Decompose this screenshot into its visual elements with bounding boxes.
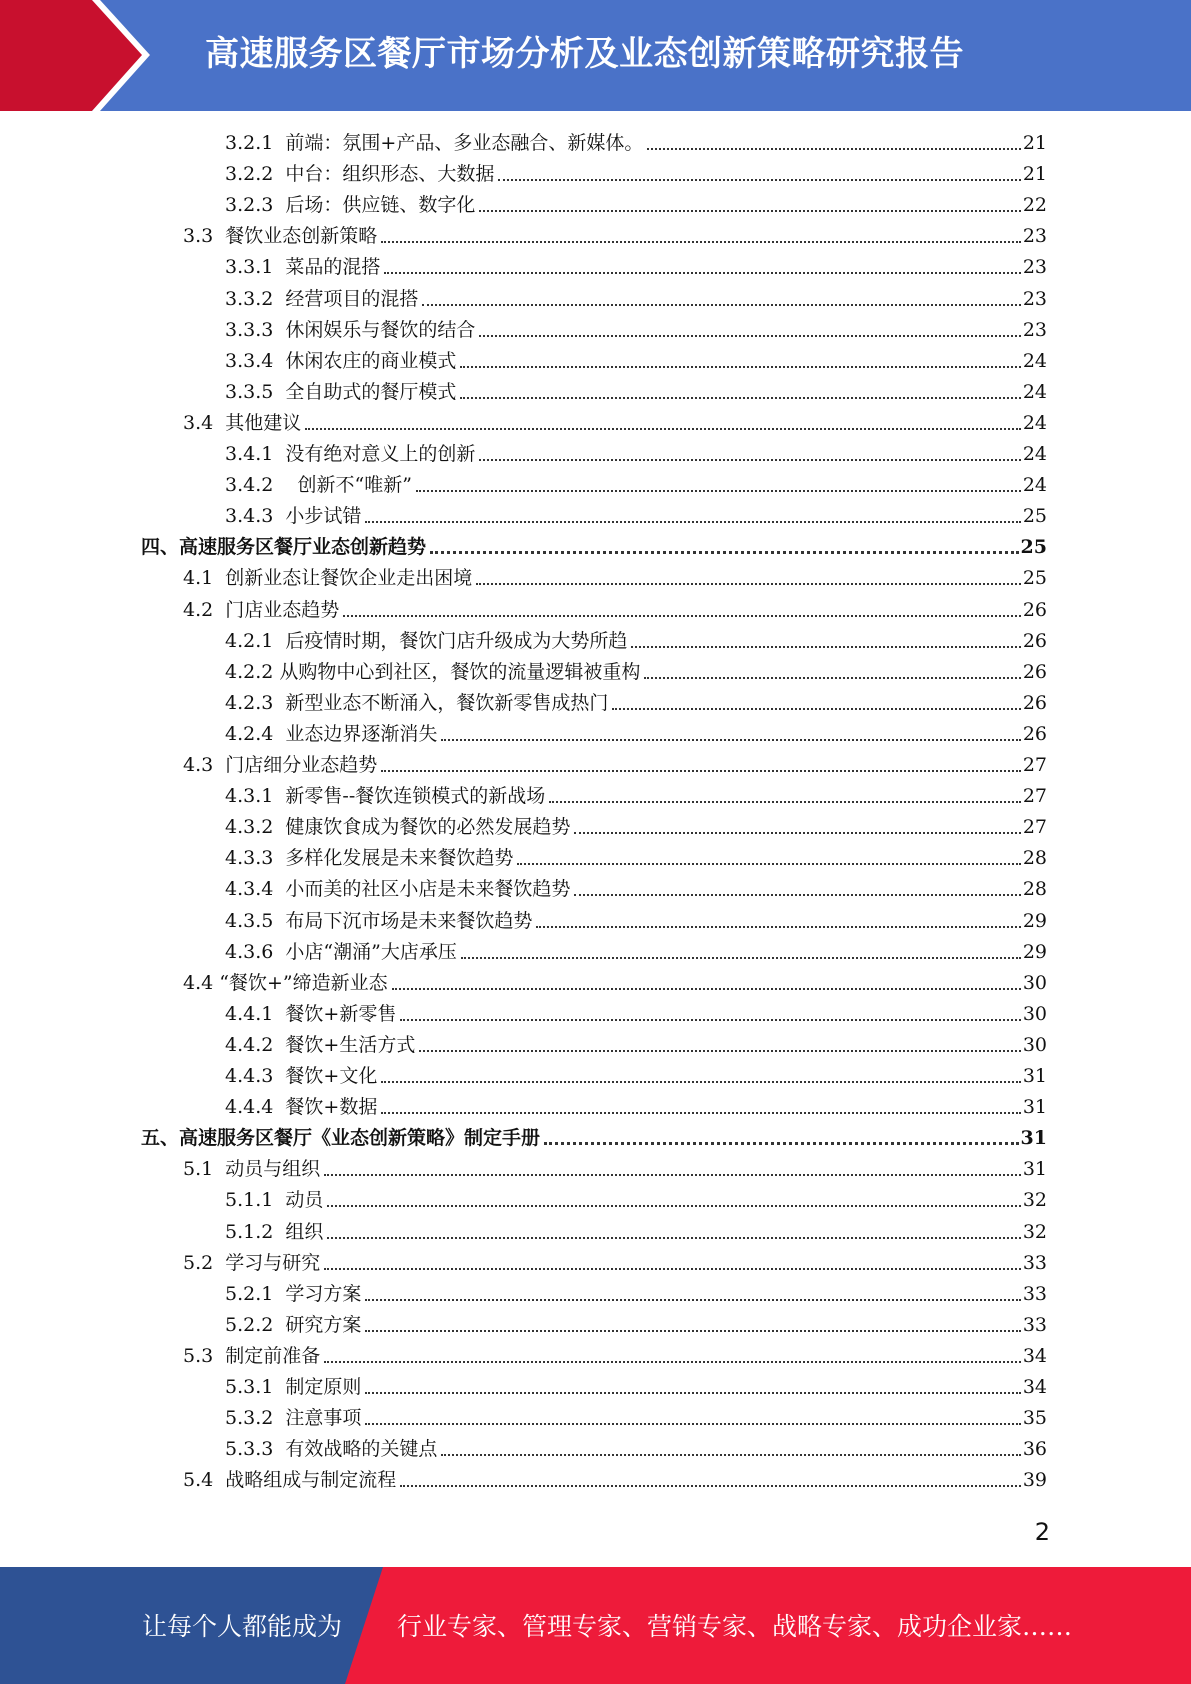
toc-entry-page: 24	[1022, 411, 1047, 434]
toc-entry[interactable]	[225, 346, 1047, 376]
toc-entry-page: 31	[1022, 1065, 1047, 1087]
toc-entry[interactable]	[225, 843, 1047, 873]
toc-entry[interactable]	[225, 1434, 1047, 1464]
toc-entry-label: 3.3.2 经营项目的混搭	[225, 287, 419, 310]
toc-entry-page: 36	[1022, 1438, 1047, 1461]
toc-dot-leader	[416, 489, 1021, 492]
toc-entry[interactable]	[183, 408, 1047, 438]
toc-entry-label: 5.3.2 注意事项	[225, 1407, 362, 1430]
toc-entry[interactable]	[225, 626, 1047, 656]
toc-entry-label: 4.3.4 小而美的社区小店是未来餐饮趋势	[225, 878, 571, 901]
toc-dot-leader	[479, 209, 1020, 212]
toc-entry-page: 23	[1022, 287, 1047, 310]
toc-entry-page: 21	[1022, 132, 1047, 154]
toc-entry[interactable]	[225, 470, 1047, 500]
toc-dot-leader	[305, 427, 1021, 430]
toc-entry-label: 4.2 门店业态趋势	[183, 598, 340, 621]
toc-entry-label: 5.3 制定前准备	[183, 1344, 321, 1367]
toc-entry-label: 5.3.1 制定原则	[225, 1376, 362, 1398]
toc-entry[interactable]	[225, 1403, 1047, 1433]
toc-dot-leader	[324, 1173, 1021, 1176]
toc-dot-leader	[400, 1018, 1020, 1021]
toc-entry[interactable]	[225, 1217, 1047, 1247]
toc-entry-page: 33	[1022, 1251, 1047, 1274]
toc-dot-leader	[365, 520, 1020, 523]
toc-dot-leader	[479, 334, 1020, 337]
toc-dot-leader	[544, 1141, 1019, 1145]
toc-entry-page: 24	[1022, 474, 1047, 497]
toc-entry[interactable]	[225, 190, 1047, 220]
toc-dot-leader	[422, 303, 1020, 306]
toc-entry-page: 26	[1022, 660, 1047, 683]
toc-dot-leader	[324, 1267, 1021, 1270]
toc-entry[interactable]	[141, 532, 1047, 562]
toc-entry[interactable]	[225, 1310, 1047, 1340]
toc-entry-label: 4.2.1 后疫情时期，餐饮门店升级成为大势所趋	[225, 629, 628, 652]
toc-dot-leader	[461, 956, 1021, 959]
toc-dot-leader	[324, 1360, 1021, 1363]
toc-entry-label: 4.4.2 餐饮+生活方式	[225, 1033, 416, 1056]
toc-dot-leader	[365, 1422, 1020, 1425]
toc-entry-label: 3.4.1 没有绝对意义上的创新	[225, 443, 476, 465]
toc-entry-page: 28	[1022, 878, 1047, 901]
toc-entry[interactable]	[225, 315, 1047, 345]
toc-entry[interactable]	[225, 1092, 1047, 1122]
toc-dot-leader	[365, 1329, 1020, 1332]
toc-entry[interactable]	[183, 968, 1047, 998]
toc-entry-page: 25	[1020, 536, 1047, 559]
toc-entry-page: 28	[1022, 847, 1047, 870]
page-header	[0, 0, 1191, 111]
toc-entry[interactable]	[225, 657, 1047, 687]
toc-entry[interactable]	[183, 750, 1047, 780]
toc-dot-leader	[381, 769, 1021, 772]
toc-entry-label: 4.2.4 业态边界逐渐消失	[225, 722, 438, 745]
toc-entry-label: 五、高速服务区餐厅《业态创新策略》制定手册	[141, 1127, 541, 1150]
toc-entry[interactable]	[225, 999, 1047, 1029]
toc-entry[interactable]	[225, 128, 1047, 158]
toc-entry[interactable]	[183, 1248, 1047, 1278]
toc-dot-leader	[400, 1484, 1021, 1487]
toc-dot-leader	[536, 925, 1020, 928]
toc-dot-leader	[441, 1453, 1020, 1456]
toc-entry-page: 31	[1022, 1158, 1047, 1181]
toc-entry-page: 24	[1022, 349, 1047, 372]
toc-entry-label: 3.2.2 中台：组织形态、大数据	[225, 163, 495, 186]
header-arrow-decoration	[0, 0, 150, 111]
toc-entry-page: 29	[1022, 909, 1047, 932]
toc-entry[interactable]	[183, 563, 1047, 593]
page-number: 2	[1034, 1518, 1050, 1546]
toc-entry-page: 24	[1022, 443, 1047, 465]
toc-entry-label: 3.3 餐饮业态创新策略	[183, 225, 378, 248]
toc-entry[interactable]	[225, 719, 1047, 749]
toc-dot-leader	[343, 614, 1021, 617]
toc-entry[interactable]	[225, 874, 1047, 904]
toc-dot-leader	[574, 831, 1020, 834]
toc-entry-page: 26	[1022, 691, 1047, 714]
toc-entry-page: 39	[1022, 1469, 1047, 1492]
toc-entry-label: 4.4 “餐饮+”缔造新业态	[183, 971, 388, 994]
footer-slogan-right: 行业专家、管理专家、营销专家、战略专家、成功企业家……	[397, 1612, 1073, 1641]
toc-entry-page: 33	[1022, 1313, 1047, 1336]
toc-entry-label: 4.4.3 餐饮+文化	[225, 1065, 378, 1087]
toc-entry-label: 4.3.6 小店“潮涌”大店承压	[225, 940, 457, 963]
toc-entry-label: 5.2.1 学习方案	[225, 1282, 362, 1305]
toc-dot-leader	[384, 271, 1020, 274]
toc-entry[interactable]	[183, 221, 1047, 251]
toc-entry-page: 30	[1022, 1033, 1047, 1056]
page-footer	[0, 1567, 1191, 1684]
toc-entry-page: 27	[1022, 785, 1047, 808]
toc-dot-leader	[392, 987, 1021, 990]
toc-entry[interactable]	[141, 1123, 1047, 1153]
toc-entry-page: 30	[1022, 971, 1047, 994]
toc-dot-leader	[574, 893, 1020, 896]
toc-entry-page: 27	[1022, 754, 1047, 776]
toc-entry-label: 5.2.2 研究方案	[225, 1313, 362, 1336]
toc-entry-page: 29	[1022, 940, 1047, 963]
toc-dot-leader	[327, 1236, 1020, 1239]
toc-entry[interactable]	[225, 1061, 1047, 1091]
toc-dot-leader	[381, 1111, 1020, 1114]
toc-entry-page: 24	[1022, 380, 1047, 403]
toc-entry-label: 3.2.1 前端：氛围+产品、多业态融合、新媒体。	[225, 132, 644, 154]
toc-entry-page: 22	[1022, 194, 1047, 217]
toc-entry[interactable]	[225, 812, 1047, 842]
toc-entry-label: 3.2.3 后场：供应链、数字化	[225, 194, 476, 217]
toc-dot-leader	[419, 1049, 1020, 1052]
toc-dot-leader	[644, 676, 1020, 679]
toc-entry-page: 23	[1022, 225, 1047, 248]
toc-entry-page: 25	[1022, 567, 1047, 590]
toc-entry[interactable]	[225, 439, 1047, 469]
toc-entry[interactable]	[225, 1030, 1047, 1060]
toc-entry-label: 3.4.2 创新不“唯新”	[225, 474, 412, 497]
toc-dot-leader	[476, 582, 1021, 585]
toc-entry-label: 3.4.3 小步试错	[225, 505, 362, 528]
toc-entry-label: 5.1.2 组织	[225, 1220, 324, 1243]
toc-entry-label: 4.2.2 从购物中心到社区，餐饮的流量逻辑被重构	[225, 660, 641, 683]
toc-dot-leader	[430, 550, 1019, 554]
toc-entry[interactable]	[225, 159, 1047, 189]
toc-entry-page: 34	[1022, 1376, 1047, 1398]
toc-entry[interactable]	[225, 1372, 1047, 1402]
toc-entry-page: 26	[1022, 629, 1047, 652]
toc-entry[interactable]	[225, 252, 1047, 282]
toc-entry[interactable]	[225, 377, 1047, 407]
toc-entry-page: 23	[1022, 256, 1047, 279]
toc-entry-page: 26	[1022, 722, 1047, 745]
toc-dot-leader	[479, 458, 1020, 461]
toc-dot-leader	[498, 178, 1020, 181]
footer-slogan-left: 让每个人都能成为	[142, 1612, 343, 1641]
toc-dot-leader	[381, 1080, 1020, 1083]
toc-dot-leader	[549, 800, 1021, 803]
toc-entry-label: 3.4 其他建议	[183, 411, 302, 434]
toc-entry-page: 30	[1022, 1002, 1047, 1025]
toc-entry-label: 3.3.1 菜品的混搭	[225, 256, 381, 279]
toc-entry-label: 5.4 战略组成与制定流程	[183, 1469, 397, 1492]
toc-entry-label: 4.1 创新业态让餐饮企业走出困境	[183, 567, 473, 590]
toc-entry-label: 4.3.3 多样化发展是未来餐饮趋势	[225, 847, 514, 870]
toc-entry-page: 25	[1022, 505, 1047, 528]
toc-entry-page: 31	[1022, 1096, 1047, 1119]
toc-dot-leader	[365, 1298, 1020, 1301]
toc-dot-leader	[517, 862, 1020, 865]
toc-entry-label: 5.1 动员与组织	[183, 1158, 321, 1181]
toc-entry-label: 4.3.5 布局下沉市场是未来餐饮趋势	[225, 909, 533, 932]
toc-entry-label: 4.3.1 新零售--餐饮连锁模式的新战场	[225, 785, 546, 808]
toc-entry-page: 35	[1022, 1407, 1047, 1430]
toc-dot-leader	[365, 1391, 1020, 1394]
toc-entry-label: 5.3.3 有效战略的关键点	[225, 1438, 438, 1461]
toc-entry-label: 四、高速服务区餐厅业态创新趋势	[141, 536, 427, 559]
toc-entry-page: 31	[1020, 1127, 1047, 1150]
toc-entry-page: 33	[1022, 1282, 1047, 1305]
toc-entry-label: 4.2.3 新型业态不断涌入，餐饮新零售成热门	[225, 691, 609, 714]
toc-entry[interactable]	[225, 937, 1047, 967]
toc-entry[interactable]	[225, 1185, 1047, 1215]
toc-entry[interactable]	[225, 284, 1047, 314]
toc-dot-leader	[612, 707, 1020, 710]
toc-dot-leader	[460, 365, 1020, 368]
toc-entry-label: 4.4.4 餐饮+数据	[225, 1096, 378, 1119]
toc-entry[interactable]	[225, 501, 1047, 531]
toc-entry-label: 3.3.3 休闲娱乐与餐饮的结合	[225, 318, 476, 341]
toc-entry-label: 5.1.1 动员	[225, 1189, 324, 1212]
toc-entry[interactable]	[183, 595, 1047, 625]
toc-entry-label: 3.3.5 全自助式的餐厅模式	[225, 380, 457, 403]
toc-dot-leader	[647, 147, 1020, 150]
toc-entry[interactable]	[183, 1465, 1047, 1495]
toc-dot-leader	[381, 240, 1021, 243]
toc-dot-leader	[460, 396, 1020, 399]
toc-entry-label: 4.3 门店细分业态趋势	[183, 754, 378, 776]
toc-entry[interactable]	[225, 1279, 1047, 1309]
toc-entry-label: 3.3.4 休闲农庄的商业模式	[225, 349, 457, 372]
toc-dot-leader	[441, 738, 1020, 741]
toc-entry-page: 26	[1022, 598, 1047, 621]
toc-entry-page: 32	[1022, 1189, 1047, 1212]
toc-entry-page: 21	[1022, 163, 1047, 186]
toc-entry-label: 5.2 学习与研究	[183, 1251, 321, 1274]
toc-entry-page: 23	[1022, 318, 1047, 341]
toc-entry[interactable]	[183, 1154, 1047, 1184]
toc-entry-page: 32	[1022, 1220, 1047, 1243]
toc-dot-leader	[631, 645, 1020, 648]
toc-entry-page: 34	[1022, 1344, 1047, 1367]
report-title: 高速服务区餐厅市场分析及业态创新策略研究报告	[205, 34, 964, 74]
toc-entry[interactable]	[183, 1341, 1047, 1371]
toc-entry-label: 4.4.1 餐饮+新零售	[225, 1002, 397, 1025]
toc-entry[interactable]	[225, 781, 1047, 811]
toc-dot-leader	[327, 1204, 1020, 1207]
toc-entry-page: 27	[1022, 816, 1047, 839]
toc-entry-label: 4.3.2 健康饮食成为餐饮的必然发展趋势	[225, 816, 571, 839]
toc-entry[interactable]	[225, 906, 1047, 936]
toc-entry[interactable]	[225, 688, 1047, 718]
